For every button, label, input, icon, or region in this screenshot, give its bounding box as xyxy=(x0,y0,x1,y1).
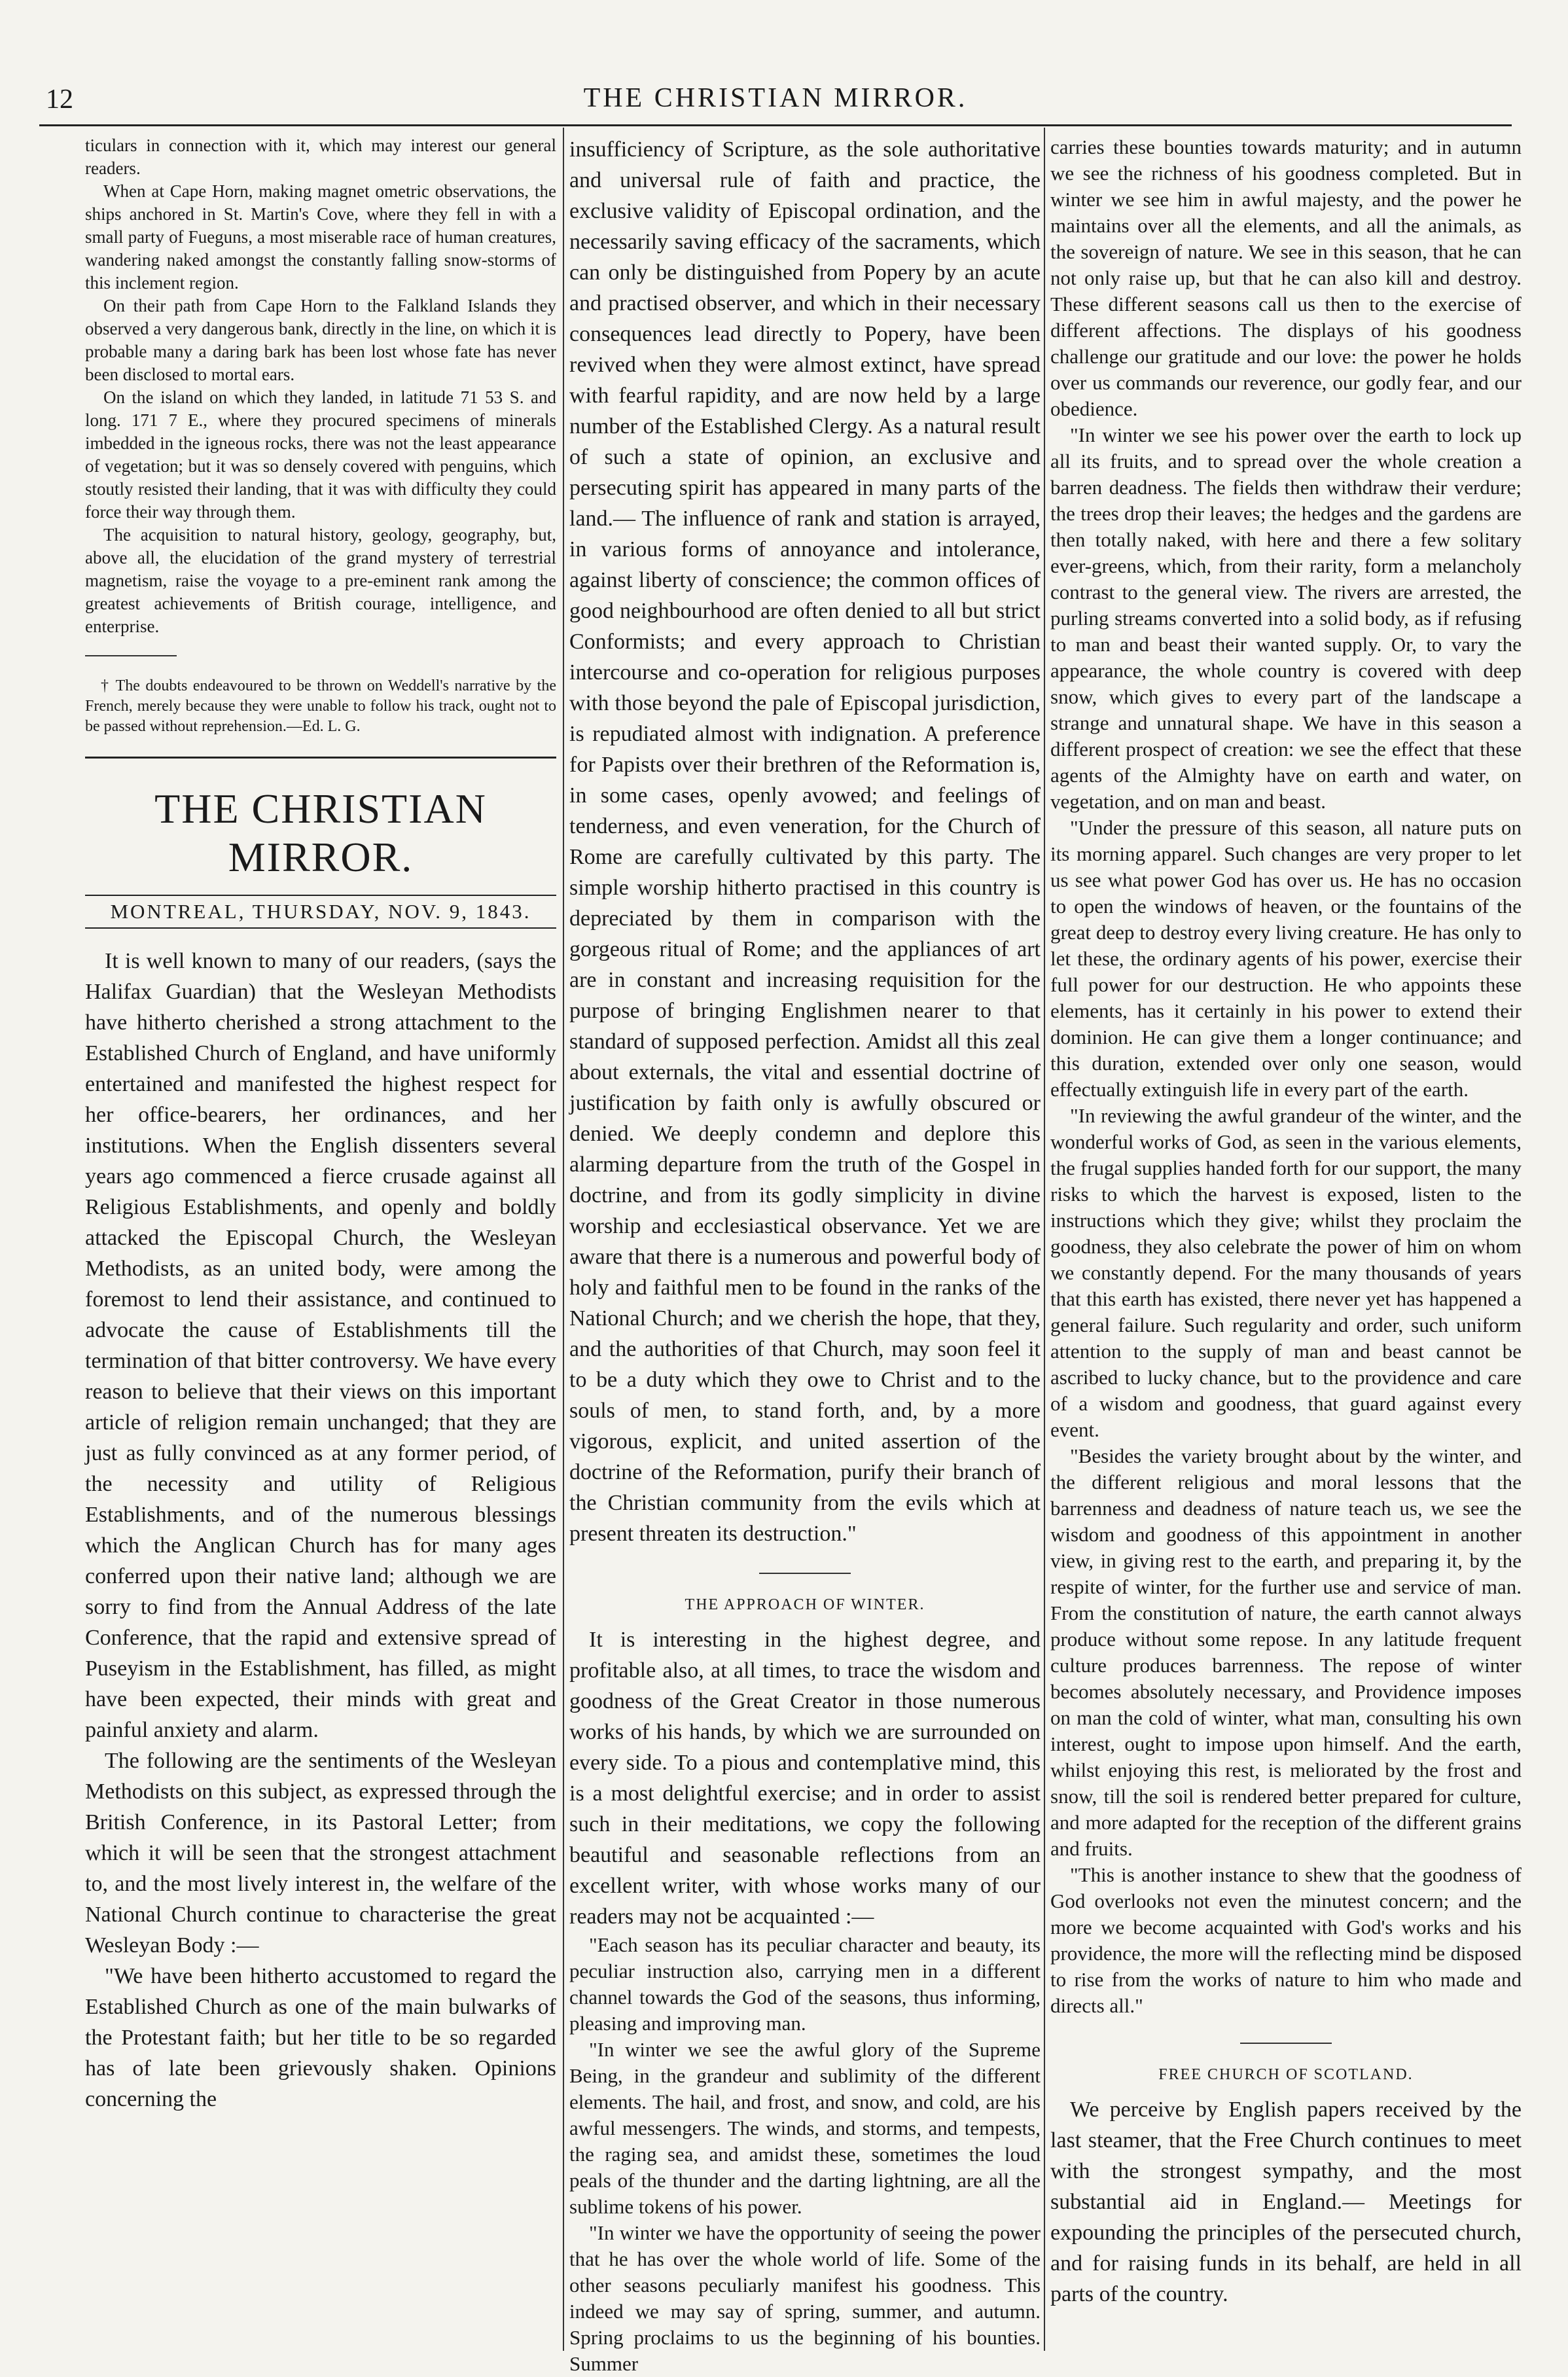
page-header xyxy=(39,79,1512,126)
page-number: 12 xyxy=(46,84,73,115)
column-rule xyxy=(563,128,564,2351)
article-paragraph: We perceive by English papers received by the last steamer, that the Free Church continues to meet with the strongest sympathy, and the most substantial aid in England.— Meetings for expounding the principles of the persecuted church, and for raising funds in its behalf, are held in all parts of the country. xyxy=(1050,2098,1522,2306)
quote-paragraph: "In winter we have the opportunity of seeing the power that he has over the whole world of life. Some of the other seasons peculiarly manifest his goodness. This indeed we may say of spring, summer, and autumn. Spring proclaims to us the beginning of his bounties. Summer xyxy=(569,2221,1041,2375)
article-paragraph: When at Cape Horn, making magnet ometric observations, the ships anchored in St. Martin's Cove, where they fell in with a small party of Fueguns, a most miserable race of human creatures, wandering naked amongst the constantly falling snow-storms of this inclement region. xyxy=(85,181,556,293)
quote-paragraph: "Each season has its peculiar character and beauty, its peculiar instruction also, carrying men in a different channel towards the God of the seasons, thus informing, pleasing and improving man. xyxy=(569,1933,1041,2035)
quote-paragraph: "This is another instance to shew that the goodness of God overlooks not even the minutest concern; and the more we become acquainted with God's works and his providence, the more will the reflecting mind be disposed to rise from the works of nature to him who made and directs all." xyxy=(1050,1863,1522,2017)
editorial-quote-continued: insufficiency of Scripture, as the sole authoritative and universal rule of faith and practice, the exclusive validity of Episcopal ordination, and the necessarily saving efficacy of the sacraments, which can only be distinguished from Popery by an acute and practised observer, and which in their necessary consequences lead directly to Popery, have been revived when they were almost extinct, have spread with fearful rapidity, and are now held by a large number of the Established Clergy. As a natural result of such a state of opinion, an exclusive and persecuting spirit has appeared in many parts of the land.— The influence of rank and station is arrayed, in various forms of annoyance and intolerance, against liberty of conscience; the common offices of good neighbourhood are often denied to all but strict Conformists; and every approach to Christian intercourse and co-operation for religious purposes with those beyond the pale of Episcopal jurisdiction, is repudiated almost with indignation. A preference for Papists over their brethren of the Reformation is, in some cases, openly avowed; and feelings of tenderness, and even veneration, for the Church of Rome are carefully cultivated by this party. The simple worship hitherto practised in this country is depreciated by them in comparison with the gorgeous ritual of Rome; and the appliances of art are in constant and increasing requisition for the purpose of bringing Englishmen nearer to that standard of supposed perfection. Amidst all this zeal about externals, the vital and essential doctrine of justification by faith only is awfully obscured or denied. We deeply condemn and deplore this alarming departure from the truth of the Gospel in doctrine, and from its godly simplicity in divine worship and ecclesiastical observance. Yet we are aware that there is a numerous and powerful body of holy and faithful men to be found in the ranks of the National Church; and we cherish the hope, that they, and the authorities of that Church, may soon feel it to be a duty which they owe to Christ and to the souls of men, to stand forth, and, by a more vigorous, explicit, and united assertion of the doctrine of the Reformation, purify their branch of the Christian community from the evils which at present threaten its destruction." xyxy=(569,137,1041,1546)
column-rule xyxy=(1044,128,1045,2351)
dateline: MONTREAL, THURSDAY, NOV. 9, 1843. xyxy=(85,895,556,929)
divider xyxy=(85,655,177,656)
quote-paragraph: carries these bounties towards maturity; and in autumn we see the richness of his goodness completed. But in winter we see him in awful majesty, and the power he maintains over all the elements, and all the animals, as the sovereign of nature. We see in this season, that he can not only raise up, but that he can also kill and destroy. These different seasons call us then to the exercise of different affections. The displays of his goodness challenge our gratitude and our love: the power he holds over us commands our reverence, our godly fear, and our obedience. xyxy=(1050,135,1522,420)
footnote: † The doubts endeavoured to be thrown on Weddell's narrative by the French, merely because they were unable to follow his track, ought not to be passed without reprehension.—Ed. L. G. xyxy=(85,677,556,735)
editorial-paragraph: It is well known to many of our readers, (says the Halifax Guardian) that the Wesleyan Methodists have hitherto cherished a strong attachment to the Established Church of England, and have uniformly entertained and manifested the highest respect for her office-bearers, her ordinances, and her institutions. When the English dissenters several years ago commenced a fierce crusade against all Religious Establishments, and openly and boldly attacked the Episcopal Church, the Wesleyan Methodists, as an united body, were among the foremost to lend their assistance, and continued to advocate the cause of Establishments till the termination of that bitter controversy. We have every reason to believe that their views on this important article of religion remain unchanged; that they are just as fully convinced as at any former period, of the necessity and utility of Religious Establishments, and of the numerous blessings which the Anglican Church has for many ages conferred upon their native land; although we are sorry to find from the Annual Address of the late Conference, that the rapid and extensive spread of Puseyism in the Establishment, has filled, as might have been expected, their minds with great and painful anxiety and alarm. xyxy=(85,949,556,1742)
editorial-paragraph: The following are the sentiments of the Wesleyan Methodists on this subject, as expressed through the British Conference, in its Pastoral Letter; from which it will be seen that the strongest attachment to, and the most lively interest in, the welfare of the National Church continue to characterise the great Wesleyan Body :— xyxy=(85,1749,556,1957)
article-paragraph: ticulars in connection with it, which may interest our general readers. xyxy=(85,135,556,178)
divider xyxy=(1240,2043,1332,2044)
article-paragraph: The acquisition to natural history, geology, geography, but, above all, the elucidation of the grand mystery of terrestrial magnetism, raise the voyage to a pre-eminent rank among the greatest achievements of British courage, intelligence, and enterprise. xyxy=(85,525,556,636)
quote-paragraph: "In reviewing the awful grandeur of the winter, and the wonderful works of God, as seen in the various elements, the frugal supplies handed forth for our support, the many risks to which the harvest is exposed, listen to the instructions which they give; whilst they proclaim the goodness, they also celebrate the power of him on whom we constantly depend. For the many thousands of years that this earth has existed, there never yet has happened a general failure. Such regularity and order, such uniform attention to the supply of man and beast cannot be ascribed to lucky chance, but to the providence and care of a wisdom and goodness, that guard against every event. xyxy=(1050,1104,1522,1441)
section-title: FREE CHURCH OF SCOTLAND. xyxy=(1158,2066,1414,2083)
quote-paragraph: "In winter we see the awful glory of the Supreme Being, in the grandeur and sublimity of the different elements. The hail, and frost, and snow, and cold, are his awful messengers. The winds, and storms, and tempests, the raging sea, and amidst these, sometimes the loud peals of the thunder and the darting lightning, are all the sublime tokens of his power. xyxy=(569,2038,1041,2218)
quote-paragraph: "In winter we see his power over the earth to lock up all its fruits, and to spread over the whole creation a barren deadness. The fields then withdraw their verdure; the trees drop their leaves; the hedges and the gardens are then totally naked, with here and there a few solitary ever-greens, which, from their rarity, form a melancholy contrast to the general view. The rivers are arrested, the purling streams converted into a solid body, as if refusing to man and beast their wanted supply. Or, to vary the appearance, the whole country is covered with deep snow, which gives to every part of the landscape a strange and unnatural shape. We have in this season a different prospect of creation: we see the effect that these agents of the Almighty have on earth and water, on vegetation, and on man and beast. xyxy=(1050,423,1522,813)
section-title: THE APPROACH OF WINTER. xyxy=(685,1596,925,1613)
column-right xyxy=(1050,134,1522,2351)
column-left xyxy=(85,134,556,2351)
masthead: THE CHRISTIAN MIRROR. xyxy=(85,757,556,882)
article-paragraph: On the island on which they landed, in latitude 71 53 S. and long. 171 7 E., where they procured specimens of minerals imbedded in the igneous rocks, there was not the least appearance of vegetation; but it was so densely covered with penguins, which stoutly resisted their landing, that it was with difficulty they could force their way through them. xyxy=(85,387,556,522)
quote-paragraph: "Under the pressure of this season, all nature puts on its morning apparel. Such changes are very proper to let us see what power God has over us. He has no occasion to open the windows of heaven, or the fountains of the great deep to destroy every living creature. He has only to let these, the ordinary agents of his power, exercise their full power for our destruction. He who appoints these elements, has it certainly in his power to extend their dominion. He can give them a longer continuance; and this duration, extended over only one season, would effectually extinguish life in every part of the earth. xyxy=(1050,816,1522,1101)
running-title: THE CHRISTIAN MIRROR. xyxy=(583,83,968,113)
article-paragraph: On their path from Cape Horn to the Falkland Islands they observed a very dangerous bank, directly in the line, on which it is probable many a daring bark has been lost whose fate has never been disclosed to mortal ears. xyxy=(85,296,556,384)
divider xyxy=(759,1573,851,1574)
editorial-quote: "We have been hitherto accustomed to regard the Established Church as one of the main bulwarks of the Protestant faith; but her title to be so regarded has of late been grievously shaken. Opinions concerning the xyxy=(85,1964,556,2111)
quote-paragraph: "Besides the variety brought about by the winter, and the different religious and moral lessons that the barrenness and deadness of nature teach us, we see the wisdom and goodness of this appointment in another view, in giving rest to the earth, and preparing it, by the respite of winter, for the further use and service of man. From the constitution of nature, the earth cannot always produce without some repose. In any latitude frequent culture produces barrenness. The repose of winter becomes absolutely necessary, and Providence imposes on man the cold of winter, what man, consulting his own interest, ought to impose upon himself. And the earth, whilst enjoying this rest, is meliorated by the frost and snow, till the soil is rendered better prepared for culture, and more adapted for the reception of the different grains and fruits. xyxy=(1050,1444,1522,1860)
column-middle xyxy=(569,134,1041,2375)
article-intro: It is interesting in the highest degree, and profitable also, at all times, to trace the wisdom and goodness of the Great Creator in those numerous works of his hands, by which we are surrounded on every side. To a pious and contemplative mind, this is a most delightful exercise; and in order to assist such in their meditations, we copy the following beautiful and seasonable reflections from an excellent writer, with whose works many of our readers may not be acquainted :— xyxy=(569,1628,1041,1929)
